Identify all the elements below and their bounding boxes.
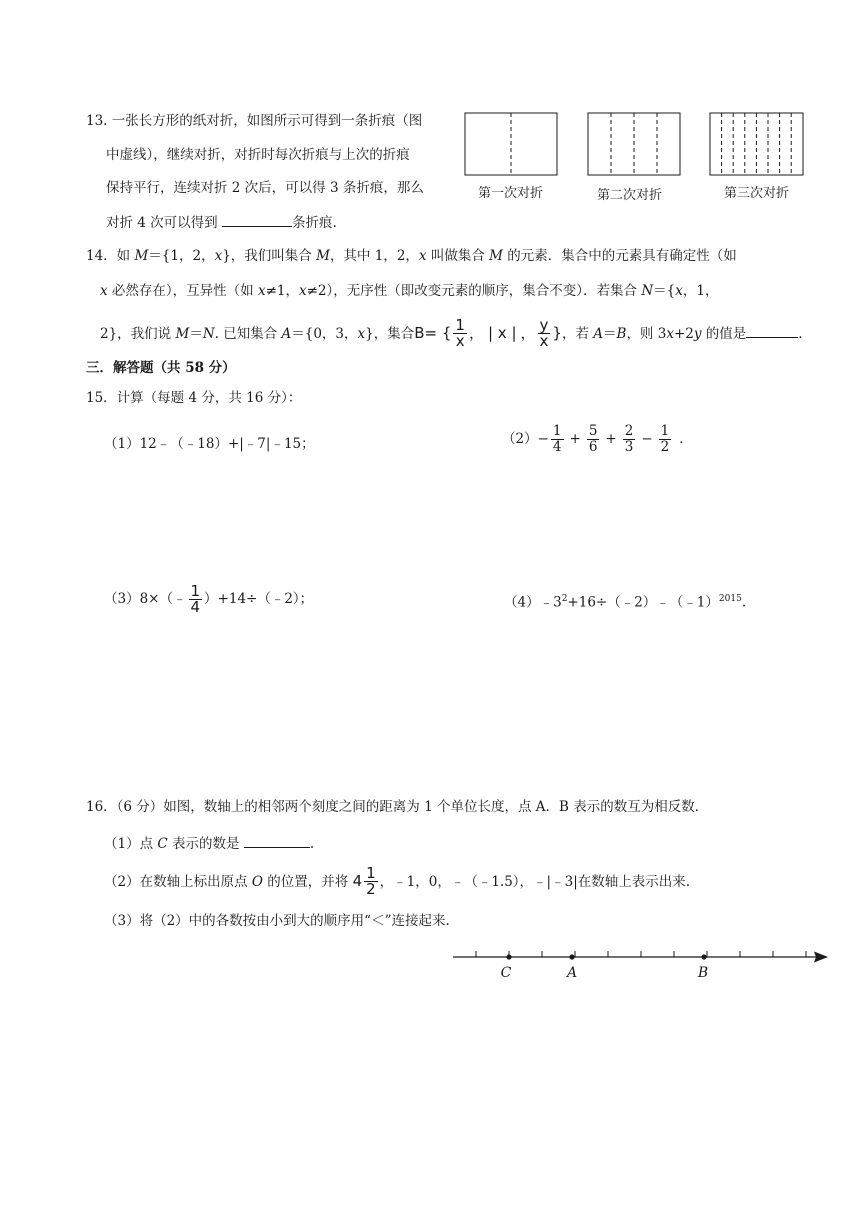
text: ，其中 1，2，	[329, 248, 419, 264]
point-c	[506, 954, 511, 959]
fraction	[659, 424, 672, 455]
numerator: y	[539, 316, 549, 334]
text: （3）8×（﹣	[104, 591, 187, 607]
axis-arrow	[814, 952, 828, 963]
q15-problem-2	[502, 422, 693, 456]
q13-line4-suffix: 条折痕.	[291, 215, 337, 231]
fraction	[623, 424, 636, 455]
var-o: O	[251, 874, 263, 890]
q15-problem-1: （1）12﹣（﹣18）+|﹣7|﹣15；	[104, 436, 315, 452]
var-m: M	[175, 326, 190, 342]
text: ，﹣1，0，﹣（﹣1.5），﹣|﹣3|在数轴上表示出来.	[379, 874, 691, 890]
text: }，我们叫集合	[222, 248, 317, 264]
superscript: 2015	[718, 594, 742, 604]
var-x: x	[418, 248, 427, 264]
q14-line2	[100, 281, 718, 301]
q16-answer-blank[interactable]	[244, 833, 310, 848]
denominator: 2	[660, 439, 670, 455]
fraction-y-over-x	[538, 318, 551, 349]
q15-problem-3	[104, 582, 313, 616]
numerator: 1	[660, 423, 670, 439]
fraction	[189, 584, 203, 615]
superscript: 2	[561, 594, 568, 604]
text: ≠1，	[265, 283, 299, 299]
text: ，若	[561, 326, 594, 342]
label: （2）	[502, 431, 538, 447]
separator: ，	[520, 324, 536, 342]
q14-line3	[100, 318, 803, 349]
fold-figure-3	[710, 113, 803, 175]
text: （1）点	[104, 836, 158, 852]
numerator: 1	[366, 864, 376, 882]
text: 的元素．集合中的元素具有确定性（如	[502, 248, 737, 264]
text: ＝	[189, 326, 203, 342]
var-a: A	[593, 326, 604, 342]
var-m: M	[489, 248, 503, 264]
text: 表示的数是	[167, 836, 244, 852]
fraction	[364, 866, 378, 897]
text: ，则 3	[626, 326, 667, 342]
text: .	[741, 594, 747, 611]
var-x: x	[666, 326, 674, 342]
fraction-1-over-x	[453, 318, 467, 349]
q13-line3: 保持平行，连续对折 2 次后，可以得 3 条折痕，那么	[106, 180, 424, 196]
point-a	[569, 954, 574, 959]
text: 的位置，并将	[262, 874, 353, 890]
label-c: C	[500, 965, 512, 981]
numerator: 1	[190, 582, 201, 600]
text: +2	[673, 326, 694, 342]
set-b-expression	[414, 316, 562, 350]
var-n: N	[202, 326, 215, 342]
text: 2}，我们说	[100, 326, 176, 342]
q13-line1: 13. 一张长方形的纸对折，如图所示可得到一条折痕（图	[86, 113, 423, 129]
operator: +	[569, 431, 581, 447]
text: 14．如	[86, 248, 135, 264]
text: ＝{	[653, 283, 676, 299]
text: ，1，	[682, 283, 719, 299]
q13-answer-blank[interactable]	[222, 212, 292, 227]
var-y: y	[693, 326, 702, 342]
denominator: x	[455, 332, 465, 350]
axis-ticks	[476, 951, 806, 957]
text: +16÷（﹣2）﹣（﹣1）	[567, 594, 719, 611]
q14-answer-blank[interactable]	[746, 323, 798, 338]
var-a: A	[281, 326, 292, 342]
text: ≠2），无序性（即改变元素的顺序，集合不变）．若集合	[306, 283, 642, 299]
q16-subq-1	[104, 833, 314, 854]
operator: −	[641, 431, 653, 447]
numerator: 1	[552, 423, 562, 439]
var-x: x	[214, 248, 223, 264]
denominator: 2	[366, 880, 376, 898]
var-b: B	[616, 326, 627, 342]
numerator: 2	[624, 423, 634, 439]
denominator: 3	[624, 439, 634, 455]
folding-figures	[460, 110, 810, 180]
mixed-number	[352, 864, 380, 898]
q13-line2: 中虚线），继续对折，对折时每次折痕与上次的折痕	[106, 147, 410, 163]
numerator: 1	[455, 316, 465, 334]
var-x: x	[299, 283, 307, 299]
separator: ，	[468, 324, 484, 342]
q16-subq-3: （3）将（2）中的各数按由小到大的顺序用“＜”连接起来.	[104, 913, 450, 929]
text: ＝{0，3，	[291, 326, 358, 342]
fold-caption-2: 第二次对折	[597, 188, 663, 203]
text: 必然存在），互异性（如	[107, 283, 258, 299]
point-b	[701, 954, 706, 959]
label-a: A	[566, 965, 578, 981]
numerator: 5	[588, 423, 598, 439]
denominator: 6	[588, 439, 598, 455]
var-n: N	[641, 283, 654, 299]
var-m: M	[316, 248, 330, 264]
fold-caption-3: 第三次对折	[724, 186, 790, 201]
var-x: x	[357, 326, 366, 342]
text: （4）﹣3	[504, 594, 562, 611]
abs-x: | x |	[487, 324, 517, 342]
text: ＝	[603, 326, 617, 342]
fraction	[587, 424, 600, 455]
text: ＝{1，2，	[148, 248, 215, 264]
operator: +	[605, 431, 617, 447]
operator: −	[537, 431, 549, 447]
var-x: x	[257, 283, 266, 299]
q15-heading: 15．计算（每题 4 分，共 16 分）：	[86, 390, 302, 406]
fold-figure-2	[588, 113, 680, 175]
text: 叫做集合	[426, 248, 490, 264]
text: .	[309, 836, 315, 852]
q13-line4-prefix: 对折 4 次可以得到	[106, 215, 222, 231]
text: }，集合	[365, 326, 415, 342]
var-x: x	[100, 283, 108, 299]
q14-line1	[86, 246, 737, 266]
q16-line1: 16．（6 分）如图，数轴上的相邻两个刻度之间的距离为 1 个单位长度，点 A．B 表示的数互为相反数．	[86, 799, 709, 815]
text: 的值是	[701, 326, 747, 342]
q13-line4	[106, 212, 337, 233]
set-b-close: }	[552, 324, 562, 342]
punctuation: ．	[679, 431, 693, 447]
label-b: B	[697, 965, 709, 981]
fraction	[551, 424, 564, 455]
fold-caption-1: 第一次对折	[478, 186, 544, 201]
denominator: x	[539, 332, 549, 350]
var-m: M	[134, 248, 149, 264]
q15-problem-4	[504, 589, 746, 613]
fold-figure-1	[465, 113, 557, 175]
text: .	[798, 326, 803, 342]
set-b-prefix: B= {	[414, 324, 452, 342]
denominator: 4	[552, 439, 562, 455]
text: . 已知集合	[214, 326, 282, 342]
text: （2）在数轴上标出原点	[104, 874, 252, 890]
number-line	[450, 940, 832, 982]
section-heading: 三．解答题（共 58 分）	[86, 360, 236, 376]
var-c: C	[157, 836, 168, 852]
denominator: 4	[190, 598, 201, 616]
whole-part: 4	[352, 872, 363, 890]
q16-subq-2	[104, 866, 690, 897]
text: ）+14÷（﹣2）；	[204, 591, 314, 607]
var-x: x	[675, 283, 683, 299]
